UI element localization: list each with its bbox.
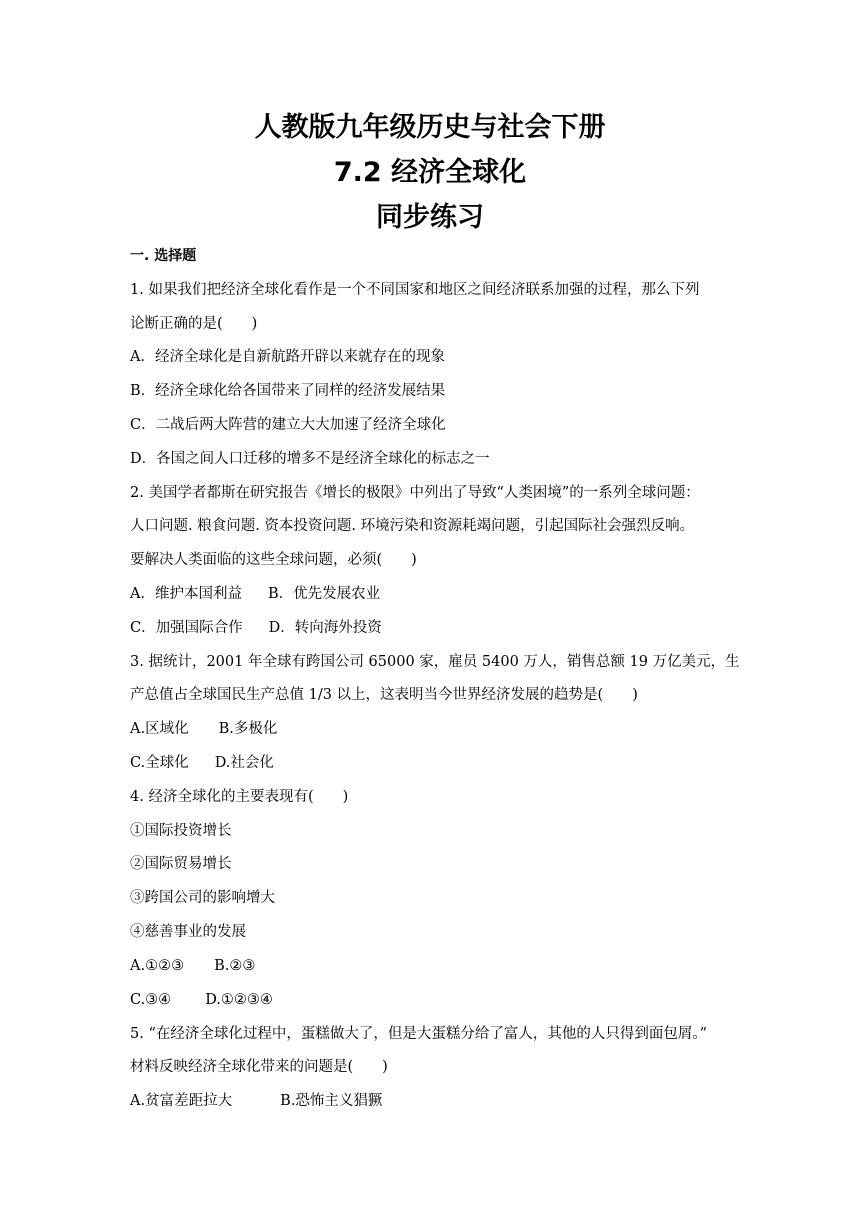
q4-option-a: A.①②③ bbox=[130, 958, 185, 974]
q1-stem-line1: 1. 如果我们把经济全球化看作是一个不同国家和地区之间经济联系加强的过程，那么下列 bbox=[130, 282, 700, 298]
q4-item-1: ①国际投资增长 bbox=[130, 823, 232, 839]
q1-option-c: C．二战后两大阵营的建立大大加速了经济全球化 bbox=[130, 417, 446, 433]
q5-option-a: A.贫富差距拉大 bbox=[130, 1093, 233, 1109]
q1-option-d: D．各国之间人口迁移的增多不是经济全球化的标志之一 bbox=[130, 451, 490, 467]
q2-stem-line2: 人口问题. 粮食问题. 资本投资问题. 环境污染和资源耗竭问题，引起国际社会强烈反响。 bbox=[130, 518, 695, 534]
q1-option-b: B．经济全球化给各国带来了同样的经济发展结果 bbox=[130, 383, 446, 399]
q2-options-row1 bbox=[130, 584, 380, 604]
q4-option-c: C.③④ bbox=[130, 992, 172, 1008]
document-title: 人教版九年级历史与社会下册 bbox=[254, 112, 606, 143]
q4-item-3: ③跨国公司的影响增大 bbox=[130, 890, 275, 906]
q2-stem-line1: 2. 美国学者都斯在研究报告《增长的极限》中列出了导致“人类困境”的一系列全球问题： bbox=[130, 485, 700, 501]
q3-stem-line2: 产总值占全球国民生产总值 1/3 以上，这表明当今世界经济发展的趋势是( ) bbox=[130, 687, 638, 703]
q1-stem-line2: 论断正确的是( ) bbox=[130, 316, 258, 332]
q2-option-d: D．转向海外投资 bbox=[268, 620, 382, 636]
q2-option-c: C．加强国际合作 bbox=[130, 620, 243, 636]
q5-stem-line1: 5. “在经济全球化过程中，蛋糕做大了，但是大蛋糕分给了富人，其他的人只得到面包屑。” bbox=[130, 1026, 708, 1042]
exercise-title: 同步练习 bbox=[376, 202, 484, 233]
q1-option-a: A．经济全球化是自新航路开辟以来就存在的现象 bbox=[130, 349, 445, 365]
q4-item-2: ②国际贸易增长 bbox=[130, 856, 232, 872]
q4-item-4: ④慈善事业的发展 bbox=[130, 924, 246, 940]
q3-option-c: C.全球化 bbox=[130, 755, 189, 771]
q3-options-row1 bbox=[130, 719, 277, 739]
q4-options-row1 bbox=[130, 956, 255, 976]
q2-options-row2 bbox=[130, 618, 382, 638]
q2-option-a: A．维护本国利益 bbox=[130, 586, 242, 602]
q4-stem-line1: 4. 经济全球化的主要表现有( ) bbox=[130, 789, 349, 805]
q5-options-row1 bbox=[130, 1091, 382, 1111]
section-heading: 一. 选择题 bbox=[130, 248, 197, 264]
lesson-title: 7.2 经济全球化 bbox=[333, 157, 527, 188]
q5-stem-line2: 材料反映经济全球化带来的问题是( ) bbox=[130, 1059, 388, 1075]
q2-stem-line3: 要解决人类面临的这些全球问题，必须( ) bbox=[130, 552, 417, 568]
q4-option-b: B.②③ bbox=[214, 958, 256, 974]
q4-option-d: D.①②③④ bbox=[205, 992, 273, 1008]
q2-option-b: B．优先发展农业 bbox=[267, 586, 381, 602]
q3-option-a: A.区域化 bbox=[130, 721, 189, 737]
q3-option-b: B.多极化 bbox=[218, 721, 278, 737]
q3-stem-line1: 3. 据统计，2001 年全球有跨国公司 65000 家，雇员 5400 万人，销售总额 19 万亿美元，生 bbox=[130, 654, 740, 670]
q3-option-d: D.社会化 bbox=[214, 755, 274, 771]
q3-options-row2 bbox=[130, 753, 274, 773]
q5-option-b: B.恐怖主义猖獗 bbox=[280, 1093, 383, 1109]
q4-options-row2 bbox=[130, 990, 273, 1010]
